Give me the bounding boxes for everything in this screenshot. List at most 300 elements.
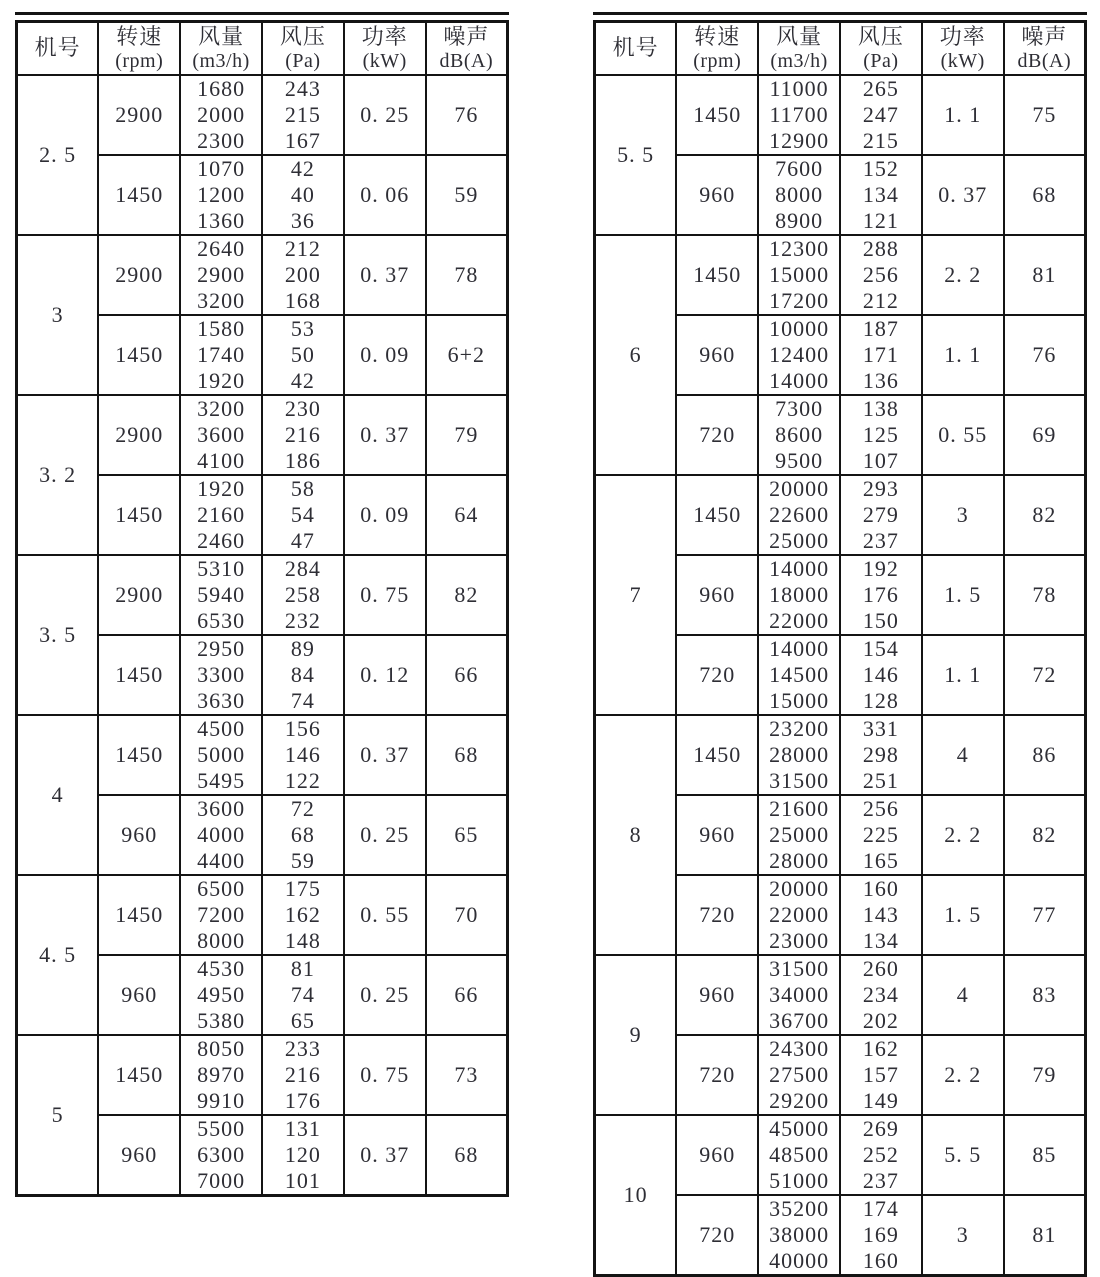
flow-value: 29200 bbox=[769, 1087, 830, 1113]
pressure-value: 65 bbox=[290, 1007, 315, 1033]
flow-value: 40000 bbox=[769, 1247, 830, 1273]
pressure-value: 237 bbox=[862, 1167, 899, 1193]
flow-cell bbox=[180, 155, 262, 235]
flow-value: 8000 bbox=[197, 927, 246, 953]
flow-value: 20000 bbox=[769, 875, 830, 901]
flow-value: 36700 bbox=[769, 1007, 830, 1033]
flow-value: 3600 bbox=[197, 795, 246, 821]
power-cell: 0. 55 bbox=[344, 875, 426, 955]
col-header-unit: dB(A) bbox=[439, 49, 494, 72]
pressure-value: 146 bbox=[862, 661, 899, 687]
pressure-value: 50 bbox=[290, 341, 315, 367]
pressure-value: 101 bbox=[284, 1167, 321, 1193]
pressure-value: 169 bbox=[862, 1221, 899, 1247]
flow-cell bbox=[180, 555, 262, 635]
flow-cell bbox=[758, 955, 840, 1035]
model-cell: 10 bbox=[595, 1115, 677, 1276]
pressure-value: 157 bbox=[862, 1061, 899, 1087]
pressure-value: 156 bbox=[284, 715, 321, 741]
pressure-value: 293 bbox=[862, 475, 899, 501]
flow-value: 1360 bbox=[197, 207, 246, 233]
pressure-value: 72 bbox=[290, 795, 315, 821]
right-table-block bbox=[593, 12, 1087, 1277]
model-cell: 7 bbox=[595, 475, 677, 715]
pressure-cell bbox=[262, 795, 344, 875]
flow-cell bbox=[180, 475, 262, 555]
table-header bbox=[17, 22, 508, 75]
pressure-value: 200 bbox=[284, 261, 321, 287]
rpm-cell: 960 bbox=[676, 955, 758, 1035]
col-header-unit: (Pa) bbox=[285, 49, 321, 72]
flow-cell bbox=[180, 715, 262, 795]
pressure-value: 143 bbox=[862, 901, 899, 927]
col-header-title: 功率 bbox=[361, 23, 408, 49]
model-cell: 5. 5 bbox=[595, 75, 677, 235]
spec-row bbox=[17, 235, 508, 315]
flow-cell bbox=[180, 1035, 262, 1115]
flow-value: 28000 bbox=[769, 741, 830, 767]
pressure-cell bbox=[840, 315, 922, 395]
flow-cell bbox=[758, 75, 840, 155]
col-header-unit: (rpm) bbox=[115, 49, 164, 72]
pressure-value: 148 bbox=[284, 927, 321, 953]
noise-cell: 75 bbox=[1004, 75, 1086, 155]
pressure-value: 167 bbox=[284, 127, 321, 153]
pressure-cell bbox=[262, 315, 344, 395]
flow-cell bbox=[758, 1115, 840, 1195]
col-header-unit: dB(A) bbox=[1017, 49, 1072, 72]
noise-cell: 81 bbox=[1004, 235, 1086, 315]
power-cell: 0. 25 bbox=[344, 795, 426, 875]
spec-row bbox=[17, 395, 508, 475]
col-header-title: 转速 bbox=[694, 23, 741, 49]
power-cell: 1. 5 bbox=[922, 875, 1004, 955]
flow-value: 18000 bbox=[769, 581, 830, 607]
col-header-unit: (m3/h) bbox=[770, 49, 828, 72]
pressure-value: 134 bbox=[862, 927, 899, 953]
noise-cell: 79 bbox=[1004, 1035, 1086, 1115]
col-header-title: 转速 bbox=[116, 23, 163, 49]
flow-cell bbox=[758, 475, 840, 555]
col-header-title: 风压 bbox=[857, 23, 904, 49]
pressure-cell bbox=[262, 235, 344, 315]
rpm-cell: 960 bbox=[676, 555, 758, 635]
noise-cell: 68 bbox=[426, 1115, 508, 1196]
pressure-value: 192 bbox=[862, 555, 899, 581]
flow-value: 2900 bbox=[197, 261, 246, 287]
pressure-cell bbox=[840, 475, 922, 555]
pressure-value: 215 bbox=[862, 127, 899, 153]
flow-value: 8600 bbox=[775, 421, 824, 447]
pressure-cell bbox=[262, 635, 344, 715]
rpm-cell: 720 bbox=[676, 875, 758, 955]
pressure-cell bbox=[840, 155, 922, 235]
pressure-value: 174 bbox=[862, 1195, 899, 1221]
flow-value: 6530 bbox=[197, 607, 246, 633]
col-header-noise bbox=[426, 22, 508, 75]
flow-value: 28000 bbox=[769, 847, 830, 873]
pressure-cell bbox=[840, 75, 922, 155]
model-cell: 2. 5 bbox=[17, 75, 99, 235]
power-cell: 1. 1 bbox=[922, 315, 1004, 395]
pressure-value: 122 bbox=[284, 767, 321, 793]
pressure-value: 232 bbox=[284, 607, 321, 633]
flow-value: 4000 bbox=[197, 821, 246, 847]
flow-value: 3630 bbox=[197, 687, 246, 713]
power-cell: 0. 75 bbox=[344, 555, 426, 635]
pressure-cell bbox=[262, 475, 344, 555]
flow-value: 22600 bbox=[769, 501, 830, 527]
pressure-value: 150 bbox=[862, 607, 899, 633]
flow-value: 45000 bbox=[769, 1115, 830, 1141]
col-header-noise bbox=[1004, 22, 1086, 75]
noise-cell: 78 bbox=[426, 235, 508, 315]
flow-value: 1920 bbox=[197, 475, 246, 501]
flow-value: 2000 bbox=[197, 101, 246, 127]
noise-cell: 68 bbox=[1004, 155, 1086, 235]
spec-row bbox=[595, 1115, 1086, 1195]
pressure-value: 47 bbox=[290, 527, 315, 553]
flow-cell bbox=[180, 955, 262, 1035]
pressure-value: 256 bbox=[862, 795, 899, 821]
flow-value: 14000 bbox=[769, 555, 830, 581]
flow-value: 3200 bbox=[197, 395, 246, 421]
rpm-cell: 1450 bbox=[676, 75, 758, 155]
pressure-value: 187 bbox=[862, 315, 899, 341]
flow-cell bbox=[758, 715, 840, 795]
flow-value: 7300 bbox=[775, 395, 824, 421]
pressure-cell bbox=[840, 955, 922, 1035]
pressure-value: 121 bbox=[862, 207, 899, 233]
header-row bbox=[595, 22, 1086, 75]
flow-value: 12300 bbox=[769, 235, 830, 261]
spec-row bbox=[17, 715, 508, 795]
pressure-value: 149 bbox=[862, 1087, 899, 1113]
flow-cell bbox=[758, 875, 840, 955]
flow-value: 24300 bbox=[769, 1035, 830, 1061]
noise-cell: 64 bbox=[426, 475, 508, 555]
pressure-cell bbox=[262, 1035, 344, 1115]
flow-cell bbox=[180, 315, 262, 395]
flow-value: 2160 bbox=[197, 501, 246, 527]
power-cell: 0. 55 bbox=[922, 395, 1004, 475]
spec-table-right bbox=[593, 20, 1087, 1277]
col-header-pressure bbox=[840, 22, 922, 75]
pressure-value: 168 bbox=[284, 287, 321, 313]
header-row bbox=[17, 22, 508, 75]
noise-cell: 85 bbox=[1004, 1115, 1086, 1195]
rpm-cell: 720 bbox=[676, 635, 758, 715]
top-rule bbox=[593, 12, 1087, 15]
pressure-cell bbox=[262, 75, 344, 155]
flow-cell bbox=[180, 395, 262, 475]
rpm-cell: 960 bbox=[98, 955, 180, 1035]
pressure-value: 146 bbox=[284, 741, 321, 767]
model-cell: 4. 5 bbox=[17, 875, 99, 1035]
flow-value: 5500 bbox=[197, 1115, 246, 1141]
noise-cell: 81 bbox=[1004, 1195, 1086, 1276]
rpm-cell: 960 bbox=[676, 1115, 758, 1195]
col-header-unit: (Pa) bbox=[863, 49, 899, 72]
flow-value: 3200 bbox=[197, 287, 246, 313]
pressure-cell bbox=[262, 875, 344, 955]
flow-value: 31500 bbox=[769, 955, 830, 981]
col-header-title: 噪声 bbox=[1021, 23, 1068, 49]
pressure-cell bbox=[262, 555, 344, 635]
flow-value: 1200 bbox=[197, 181, 246, 207]
pressure-value: 212 bbox=[862, 287, 899, 313]
spec-row bbox=[17, 875, 508, 955]
pressure-value: 162 bbox=[284, 901, 321, 927]
pressure-cell bbox=[262, 155, 344, 235]
flow-value: 25000 bbox=[769, 821, 830, 847]
flow-value: 9910 bbox=[197, 1087, 246, 1113]
pressure-value: 42 bbox=[290, 367, 315, 393]
left-table-block bbox=[15, 12, 509, 1197]
col-header-title: 风量 bbox=[198, 23, 245, 49]
flow-cell bbox=[180, 235, 262, 315]
spec-row bbox=[595, 475, 1086, 555]
model-cell: 9 bbox=[595, 955, 677, 1115]
noise-cell: 82 bbox=[426, 555, 508, 635]
model-cell: 8 bbox=[595, 715, 677, 955]
pressure-value: 243 bbox=[284, 75, 321, 101]
col-header-model bbox=[17, 22, 99, 75]
flow-value: 51000 bbox=[769, 1167, 830, 1193]
pressure-value: 81 bbox=[290, 955, 315, 981]
noise-cell: 83 bbox=[1004, 955, 1086, 1035]
top-rule bbox=[15, 12, 509, 15]
col-header-unit: (kW) bbox=[940, 49, 985, 72]
flow-value: 4100 bbox=[197, 447, 246, 473]
noise-cell: 78 bbox=[1004, 555, 1086, 635]
flow-value: 23200 bbox=[769, 715, 830, 741]
noise-cell: 70 bbox=[426, 875, 508, 955]
noise-cell: 76 bbox=[426, 75, 508, 155]
power-cell: 4 bbox=[922, 715, 1004, 795]
rpm-cell: 1450 bbox=[98, 475, 180, 555]
flow-value: 1070 bbox=[197, 155, 246, 181]
pressure-value: 233 bbox=[284, 1035, 321, 1061]
flow-value: 25000 bbox=[769, 527, 830, 553]
noise-cell: 77 bbox=[1004, 875, 1086, 955]
flow-value: 48500 bbox=[769, 1141, 830, 1167]
table-body bbox=[595, 75, 1086, 1276]
pressure-value: 258 bbox=[284, 581, 321, 607]
pressure-cell bbox=[840, 395, 922, 475]
flow-value: 15000 bbox=[769, 687, 830, 713]
pressure-value: 247 bbox=[862, 101, 899, 127]
power-cell: 5. 5 bbox=[922, 1115, 1004, 1195]
power-cell: 0. 25 bbox=[344, 75, 426, 155]
flow-cell bbox=[758, 555, 840, 635]
pressure-cell bbox=[840, 1115, 922, 1195]
power-cell: 2. 2 bbox=[922, 795, 1004, 875]
flow-value: 8900 bbox=[775, 207, 824, 233]
pressure-value: 54 bbox=[290, 501, 315, 527]
pressure-value: 58 bbox=[290, 475, 315, 501]
col-header-title: 风压 bbox=[279, 23, 326, 49]
power-cell: 4 bbox=[922, 955, 1004, 1035]
pressure-value: 216 bbox=[284, 421, 321, 447]
pressure-value: 252 bbox=[862, 1141, 899, 1167]
pressure-value: 225 bbox=[862, 821, 899, 847]
pressure-cell bbox=[840, 1195, 922, 1276]
flow-value: 1680 bbox=[197, 75, 246, 101]
flow-value: 38000 bbox=[769, 1221, 830, 1247]
col-header-power bbox=[922, 22, 1004, 75]
rpm-cell: 1450 bbox=[676, 715, 758, 795]
flow-value: 14000 bbox=[769, 635, 830, 661]
flow-value: 9500 bbox=[775, 447, 824, 473]
flow-value: 6500 bbox=[197, 875, 246, 901]
noise-cell: 68 bbox=[426, 715, 508, 795]
flow-value: 5000 bbox=[197, 741, 246, 767]
flow-value: 22000 bbox=[769, 607, 830, 633]
flow-value: 2950 bbox=[197, 635, 246, 661]
flow-value: 2640 bbox=[197, 235, 246, 261]
flow-value: 15000 bbox=[769, 261, 830, 287]
spec-row bbox=[595, 955, 1086, 1035]
pressure-value: 288 bbox=[862, 235, 899, 261]
flow-cell bbox=[758, 1035, 840, 1115]
noise-cell: 65 bbox=[426, 795, 508, 875]
flow-cell bbox=[758, 1195, 840, 1276]
flow-value: 5380 bbox=[197, 1007, 246, 1033]
rpm-cell: 1450 bbox=[98, 715, 180, 795]
noise-cell: 82 bbox=[1004, 795, 1086, 875]
flow-value: 22000 bbox=[769, 901, 830, 927]
pressure-value: 131 bbox=[284, 1115, 321, 1141]
table-body bbox=[17, 75, 508, 1196]
rpm-cell: 1450 bbox=[676, 235, 758, 315]
flow-value: 27500 bbox=[769, 1061, 830, 1087]
pressure-value: 134 bbox=[862, 181, 899, 207]
flow-value: 14000 bbox=[769, 367, 830, 393]
noise-cell: 76 bbox=[1004, 315, 1086, 395]
power-cell: 2. 2 bbox=[922, 235, 1004, 315]
pressure-value: 269 bbox=[862, 1115, 899, 1141]
pressure-cell bbox=[840, 715, 922, 795]
spec-row bbox=[17, 1035, 508, 1115]
flow-cell bbox=[758, 315, 840, 395]
noise-cell: 73 bbox=[426, 1035, 508, 1115]
flow-value: 1740 bbox=[197, 341, 246, 367]
pressure-value: 202 bbox=[862, 1007, 899, 1033]
model-cell: 6 bbox=[595, 235, 677, 475]
rpm-cell: 960 bbox=[98, 1115, 180, 1196]
flow-value: 11000 bbox=[769, 75, 829, 101]
pressure-value: 175 bbox=[284, 875, 321, 901]
flow-value: 8970 bbox=[197, 1061, 246, 1087]
power-cell: 0. 37 bbox=[344, 395, 426, 475]
flow-value: 5940 bbox=[197, 581, 246, 607]
noise-cell: 86 bbox=[1004, 715, 1086, 795]
rpm-cell: 2900 bbox=[98, 235, 180, 315]
col-header-model bbox=[595, 22, 677, 75]
col-header-flow bbox=[180, 22, 262, 75]
col-header-pressure bbox=[262, 22, 344, 75]
flow-value: 1920 bbox=[197, 367, 246, 393]
flow-value: 7200 bbox=[197, 901, 246, 927]
flow-value: 7600 bbox=[775, 155, 824, 181]
pressure-value: 152 bbox=[862, 155, 899, 181]
power-cell: 0. 09 bbox=[344, 315, 426, 395]
pressure-value: 154 bbox=[862, 635, 899, 661]
col-header-title: 功率 bbox=[939, 23, 986, 49]
pressure-cell bbox=[262, 715, 344, 795]
power-cell: 0. 09 bbox=[344, 475, 426, 555]
rpm-cell: 720 bbox=[676, 395, 758, 475]
power-cell: 1. 5 bbox=[922, 555, 1004, 635]
flow-value: 3600 bbox=[197, 421, 246, 447]
power-cell: 0. 06 bbox=[344, 155, 426, 235]
pressure-value: 74 bbox=[290, 687, 315, 713]
pressure-value: 186 bbox=[284, 447, 321, 473]
flow-value: 20000 bbox=[769, 475, 830, 501]
pressure-value: 128 bbox=[862, 687, 899, 713]
pressure-value: 279 bbox=[862, 501, 899, 527]
pressure-cell bbox=[840, 235, 922, 315]
col-header-speed bbox=[676, 22, 758, 75]
noise-cell: 79 bbox=[426, 395, 508, 475]
table-header bbox=[595, 22, 1086, 75]
flow-value: 21600 bbox=[769, 795, 830, 821]
power-cell: 0. 37 bbox=[344, 235, 426, 315]
flow-value: 2300 bbox=[197, 127, 246, 153]
flow-value: 6300 bbox=[197, 1141, 246, 1167]
power-cell: 1. 1 bbox=[922, 75, 1004, 155]
pressure-value: 165 bbox=[862, 847, 899, 873]
flow-cell bbox=[180, 635, 262, 715]
power-cell: 0. 37 bbox=[344, 715, 426, 795]
pressure-value: 251 bbox=[862, 767, 899, 793]
flow-cell bbox=[180, 75, 262, 155]
rpm-cell: 1450 bbox=[676, 475, 758, 555]
spec-row bbox=[595, 715, 1086, 795]
flow-value: 35200 bbox=[769, 1195, 830, 1221]
pressure-value: 237 bbox=[862, 527, 899, 553]
col-header-title: 风量 bbox=[776, 23, 823, 49]
pressure-cell bbox=[840, 555, 922, 635]
rpm-cell: 960 bbox=[676, 795, 758, 875]
power-cell: 0. 37 bbox=[344, 1115, 426, 1196]
flow-value: 4950 bbox=[197, 981, 246, 1007]
flow-value: 4400 bbox=[197, 847, 246, 873]
noise-cell: 66 bbox=[426, 955, 508, 1035]
rpm-cell: 960 bbox=[98, 795, 180, 875]
pressure-value: 331 bbox=[862, 715, 899, 741]
pressure-cell bbox=[840, 635, 922, 715]
flow-value: 34000 bbox=[769, 981, 830, 1007]
flow-cell bbox=[180, 795, 262, 875]
flow-cell bbox=[758, 635, 840, 715]
col-header-unit: (m3/h) bbox=[192, 49, 250, 72]
rpm-cell: 1450 bbox=[98, 155, 180, 235]
pressure-value: 53 bbox=[290, 315, 315, 341]
flow-cell bbox=[758, 395, 840, 475]
rpm-cell: 1450 bbox=[98, 1035, 180, 1115]
pressure-value: 59 bbox=[290, 847, 315, 873]
flow-value: 3300 bbox=[197, 661, 246, 687]
pressure-value: 176 bbox=[284, 1087, 321, 1113]
flow-cell bbox=[180, 1115, 262, 1196]
flow-value: 12400 bbox=[769, 341, 830, 367]
flow-value: 5310 bbox=[197, 555, 246, 581]
pressure-value: 89 bbox=[290, 635, 315, 661]
rpm-cell: 960 bbox=[676, 315, 758, 395]
col-header-unit: (kW) bbox=[362, 49, 407, 72]
